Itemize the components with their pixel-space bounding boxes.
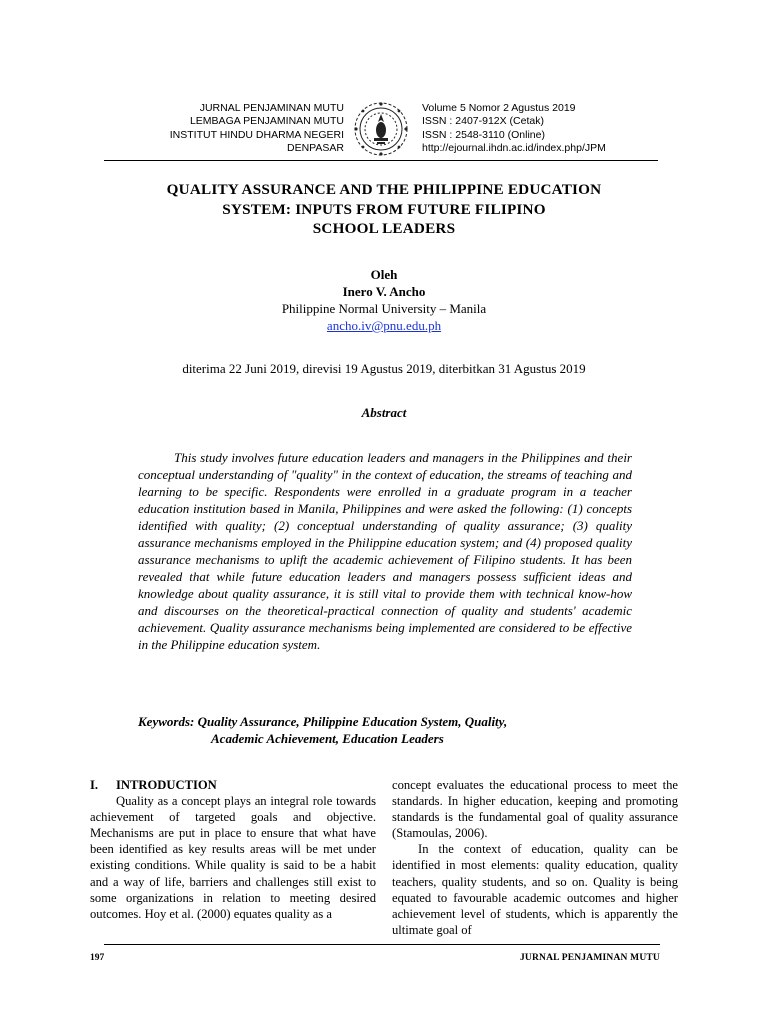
intro-paragraph: Quality as a concept plays an integral role towards achievement of targeted goals and objective. Mechanisms are put in place to ensure that what have been identified as key results areas will be met under existing conditions. While quality is said to be a habit and a way of life, barriers and challenges still exist to some organizations in relation to meeting desired outcomes. Hoy et al. (2000) equates quality as a [90,794,376,921]
page-number: 197 [90,953,105,963]
title-line: SCHOOL LEADERS [312,220,456,237]
abstract-heading: Abstract [361,405,407,420]
footer-divider [104,944,660,945]
journal-header-right [422,102,682,156]
institution-seal-icon [352,100,410,158]
header-left-line: LEMBAGA PENJAMINAN MUTU [189,115,344,128]
section-title: INTRODUCTION [116,778,217,792]
keywords-line-1: Keywords: Quality Assurance, Philippine Education System, Quality, [138,714,508,729]
author-email-link[interactable]: ancho.iv@pnu.edu.ph [326,318,442,333]
issn-print: ISSN : 2407-912X (Cetak) [422,115,544,128]
author-affiliation: Philippine Normal University – Manila [281,301,487,316]
abstract-text: This study involves future education leaders and managers in the Philippines and their conceptual understanding of "quality" in the context of education, the streams of teaching and learning to be specific. Respondents were enrolled in a graduate program in a teacher education institution based in Manila, Philippines and were asked the following: (1) concepts identified with quality; (2) conceptual understanding of quality assurance; (3) quality assurance mechanisms employed in the Philippine education system; and (4) proposed quality assurance mechanisms to uplift the academic achievement of Filipino students. It has been revealed that while future education leaders and managers possess sufficient ideas and knowledge about quality assurance, it is still vital to provide them with technical know-how and discourses on the theoretical-practical connection of quality and students' academic achievement. Quality assurance mechanisms being implemented are considered to be effective in the Philippine education system. [138,450,632,652]
issn-online: ISSN : 2548-3110 (Online) [422,128,545,141]
header-left-line: DENPASAR [287,142,344,155]
section-heading [90,777,376,793]
left-column [90,777,376,922]
keywords-line-2: Academic Achievement, Education Leaders [211,731,444,746]
right-column [392,777,678,938]
journal-url: http://ejournal.ihdn.ac.id/index.php/JPM [422,142,606,155]
journal-header-left [110,102,344,156]
title-line: QUALITY ASSURANCE AND THE PHILIPPINE EDUCATION [166,181,602,198]
footer-journal-name: JURNAL PENJAMINAN MUTU [519,953,660,963]
title-line: SYSTEM: INPUTS FROM FUTURE FILIPINO [222,200,546,218]
keywords [138,713,632,747]
submission-dates: diterima 22 Juni 2019, direvisi 19 Agustus 2019, diterbitkan 31 Agustus 2019 [182,361,586,376]
paper-title [104,180,664,239]
author-block [104,266,664,334]
header-left-line: INSTITUT HINDU DHARMA NEGERI [169,128,344,141]
header-left-line: JURNAL PENJAMINAN MUTU [199,102,344,114]
volume-info: Volume 5 Nomor 2 Agustus 2019 [422,102,576,114]
author-name: Inero V. Ancho [342,284,426,299]
oleh-label: Oleh [370,267,398,282]
paragraph-continued: concept evaluates the educational process to meet the standards. In higher education, keeping and promoting standards is the fundamental goal of quality assurance (Stamoulas, 2006). [392,778,678,841]
paragraph: In the context of education, quality can be identified in most elements: quality education, quality teachers, quality students, and so on. Quality is being equated to favourable academic outcomes and higher achievement level of students, which is apparently the ultimate goal of [392,842,678,937]
header-divider [104,160,658,161]
section-number: I. [90,778,99,792]
